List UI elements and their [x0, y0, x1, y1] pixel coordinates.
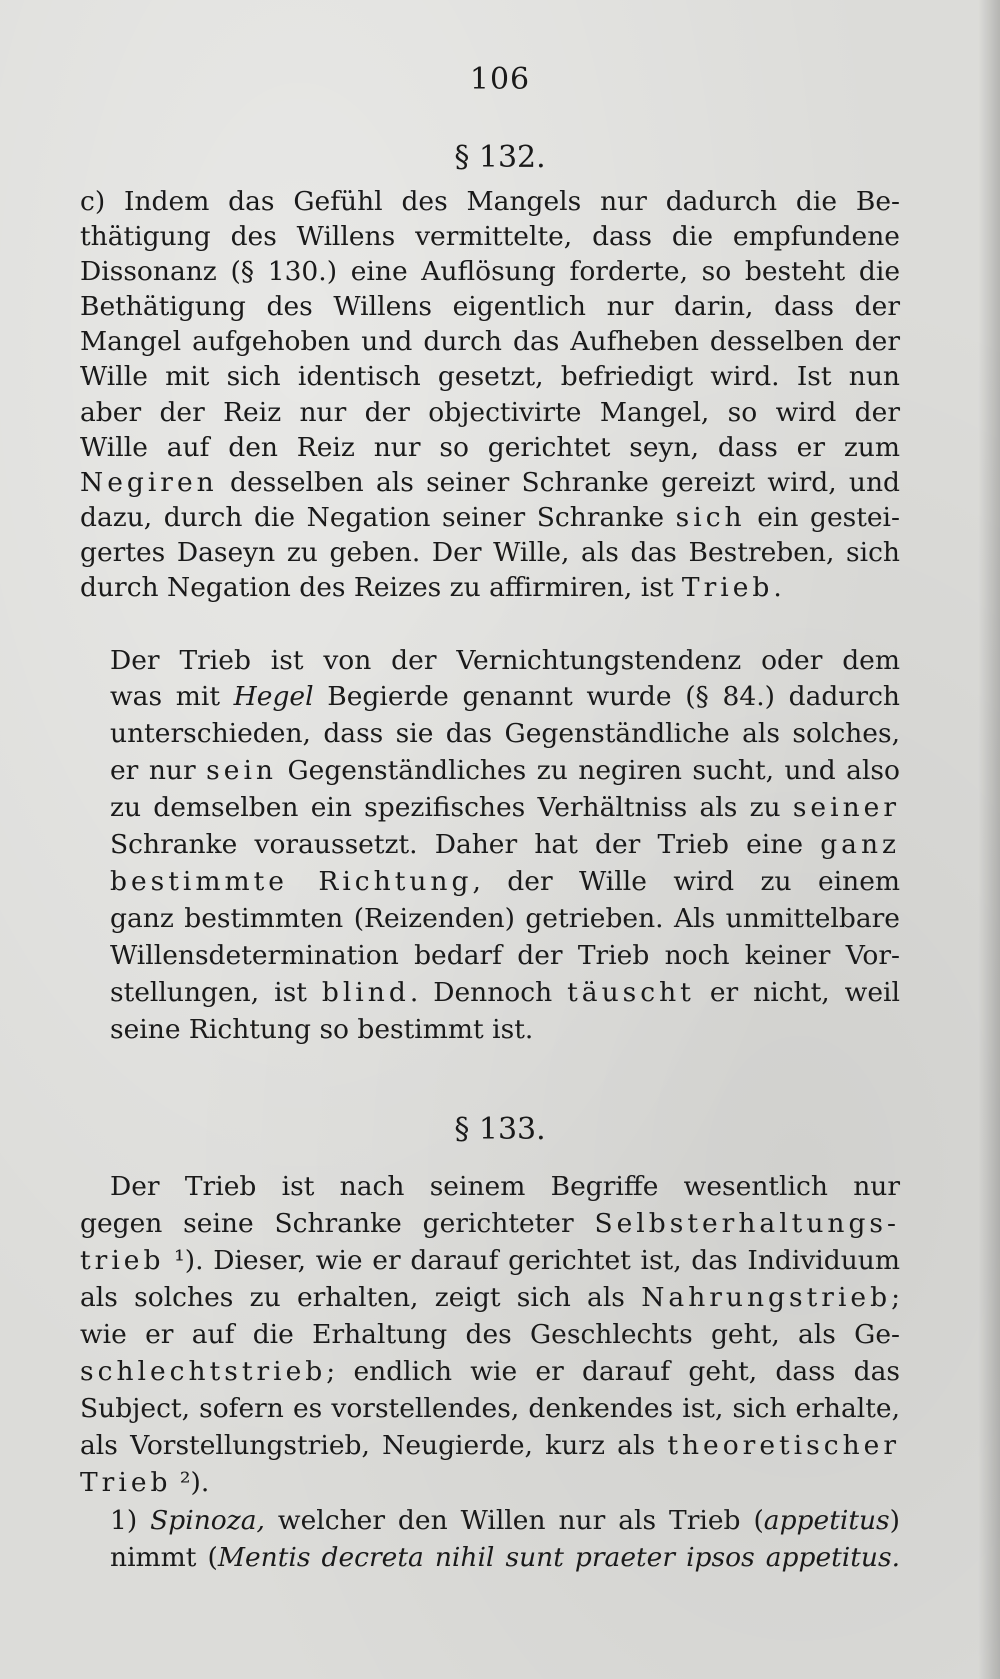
text-run: Begierde genannt wurde (§ 84.) dadurch	[313, 681, 900, 712]
spaced-emphasis: Selbsterhaltungs-	[594, 1208, 900, 1239]
footnote-line	[110, 1504, 900, 1538]
section-heading-133: § 133.	[454, 1112, 546, 1147]
spaced-emphasis: bestimmte Richtung	[110, 866, 473, 897]
text-run: , der Wille wird zu einem	[472, 866, 901, 897]
text-line: Mangel aufgehoben und durch das Aufheben desselben der	[80, 326, 900, 357]
text-run: nimmt (	[110, 1542, 218, 1573]
text-line	[80, 1429, 900, 1463]
spaced-emphasis: schlechtstrieb	[80, 1356, 327, 1387]
text-run: . Dennoch	[409, 977, 568, 1008]
section-heading-132: § 132.	[454, 140, 546, 175]
text-line: thätigung des Willens vermittelte, dass die empfundene	[80, 221, 900, 252]
text-run: stellungen, ist	[110, 977, 322, 1008]
text-run: desselben als seiner Schranke gereizt wird, und	[217, 467, 900, 498]
text-line: c) Indem das Gefühl des Mangels nur dadurch die Be-	[80, 186, 900, 217]
text-line: aber der Reiz nur der objectivirte Mangel, so wird der	[80, 397, 900, 428]
text-run: er nicht, weil	[694, 977, 900, 1008]
text-line	[80, 1281, 900, 1315]
text-line: Wille mit sich identisch gesetzt, befriedigt wird. Ist nun	[80, 361, 900, 392]
text-line: Bethätigung des Willens eigentlich nur darin, dass der	[80, 291, 900, 322]
text-line: seine Richtung so bestimmt ist.	[110, 1014, 534, 1045]
text-line	[80, 1207, 900, 1241]
text-run: gegen seine Schranke gerichteter	[80, 1208, 595, 1239]
text-line	[80, 1244, 900, 1278]
text-line: Der Trieb ist nach seinem Begriffe wesentlich nur	[110, 1171, 900, 1202]
italic-name: Spinoza,	[150, 1505, 265, 1536]
text-run: 1)	[110, 1505, 151, 1536]
spaced-emphasis: Nahrungstrieb	[641, 1282, 892, 1313]
text-run: Gegenständliches zu negiren sucht, und also	[276, 755, 900, 786]
text-run: als Vorstellungstrieb, Neugierde, kurz als	[80, 1430, 668, 1461]
text-line	[80, 501, 900, 535]
text-line: unterschieden, dass sie das Gegenständliche als solches,	[110, 718, 900, 749]
text-line	[80, 571, 900, 605]
text-line: wie er auf die Erhaltung des Geschlechts geht, als Ge-	[80, 1319, 900, 1350]
text-line	[80, 1355, 900, 1389]
text-run: ¹). Dieser, wie er darauf gerichtet ist, das Individuum	[164, 1245, 900, 1276]
spaced-emphasis: sein	[206, 755, 277, 786]
spaced-emphasis: ganz	[820, 829, 900, 860]
text-line: Subject, sofern es vorstellendes, denkendes ist, sich erhalte,	[80, 1393, 900, 1424]
text-run: zu demselben ein spezifisches Verhältniss als zu	[110, 792, 793, 823]
text-run: welcher den Willen nur als Trieb (	[264, 1505, 764, 1536]
spaced-emphasis: theoretischer	[667, 1430, 900, 1461]
text-line	[110, 828, 900, 862]
text-run: ;	[891, 1282, 900, 1313]
text-line	[110, 976, 900, 1010]
text-run: )	[889, 1505, 900, 1536]
text-run: als solches zu erhalten, zeigt sich als	[80, 1282, 642, 1313]
text-run: ²).	[171, 1467, 210, 1498]
footnote-line	[110, 1541, 900, 1575]
spaced-emphasis: Trieb	[681, 572, 774, 603]
text-line	[80, 1466, 900, 1500]
text-line: Wille auf den Reiz nur so gerichtet seyn, dass er zum	[80, 432, 900, 463]
spaced-emphasis: täuscht	[567, 977, 695, 1008]
spaced-emphasis: Trieb	[80, 1467, 172, 1498]
text-run: er nur	[110, 755, 207, 786]
text-run: Schranke voraussetzt. Daher hat der Trieb eine	[110, 829, 821, 860]
page-number: 106	[469, 62, 531, 97]
italic-quote: Mentis decreta nihil sunt praeter ipsos appetitus.	[217, 1542, 900, 1573]
text-line: ganz bestimmten (Reizenden) getrieben. Als unmittelbare	[110, 903, 900, 934]
spaced-emphasis: sich	[675, 502, 746, 533]
text-line	[110, 865, 900, 899]
italic-term: appetitus	[763, 1505, 890, 1536]
text-run: ; endlich wie er darauf geht, dass das	[326, 1356, 900, 1387]
text-line	[110, 791, 900, 825]
spaced-emphasis: Negiren	[80, 467, 218, 498]
text-run: was mit	[110, 681, 234, 712]
spaced-emphasis: blind	[321, 977, 410, 1008]
text-line: Willensdetermination bedarf der Trieb noch keiner Vor-	[110, 940, 900, 971]
text-run: durch Negation des Reizes zu affirmiren, ist	[80, 572, 682, 603]
text-run: dazu, durch die Negation seiner Schranke	[80, 502, 676, 533]
italic-name: Hegel	[233, 681, 314, 712]
text-line: gertes Daseyn zu geben. Der Wille, als das Bestreben, sich	[80, 537, 900, 568]
spaced-emphasis: seiner	[792, 792, 900, 823]
text-line	[110, 754, 900, 788]
text-run: .	[773, 572, 782, 603]
spaced-emphasis: trieb	[80, 1245, 165, 1276]
text-line	[110, 680, 900, 714]
text-line: Der Trieb ist von der Vernichtungstendenz oder dem	[110, 645, 900, 676]
text-line	[80, 466, 900, 500]
text-run: ein gestei-	[745, 502, 900, 533]
text-line: Dissonanz (§ 130.) eine Auflösung forderte, so besteht die	[80, 256, 900, 287]
